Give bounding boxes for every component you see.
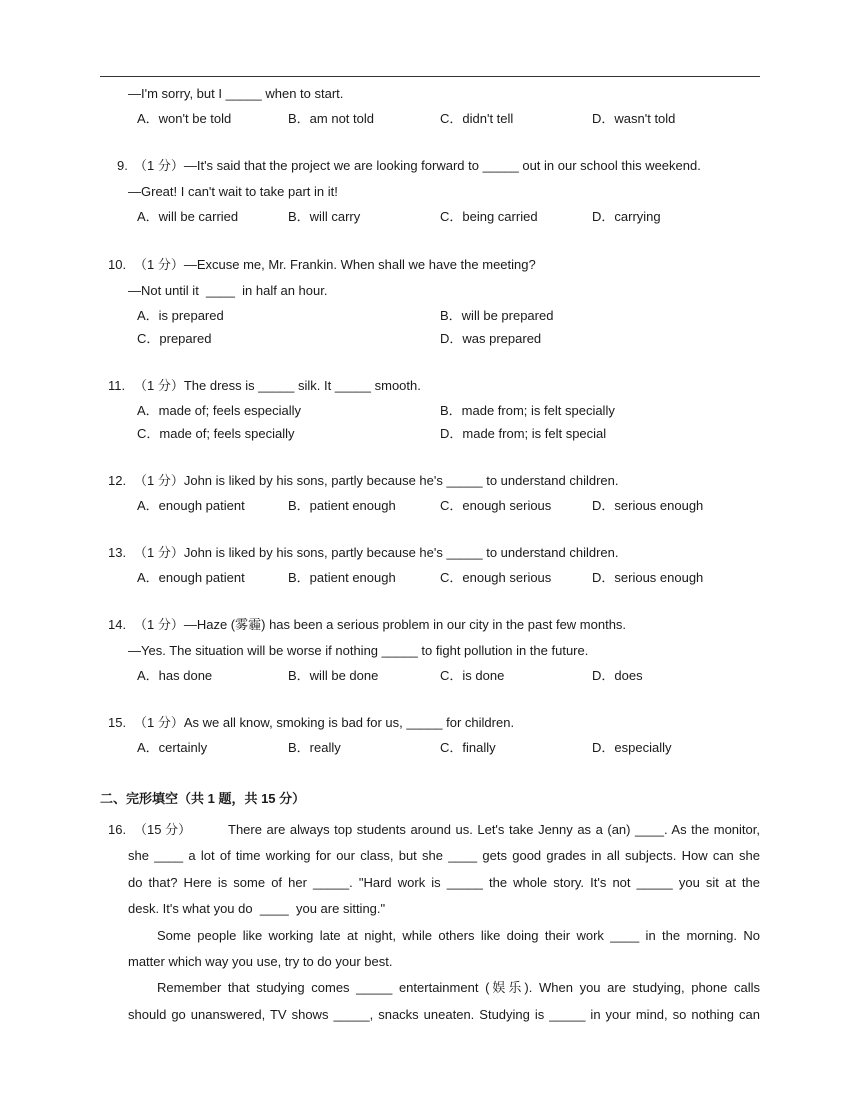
q16-number: 16. bbox=[108, 822, 127, 837]
q12-option-c[interactable]: C．enough serious bbox=[440, 498, 552, 513]
q14-stem-reply: —Yes. The situation will be worse if nothing _____ to fight pollution in the future. bbox=[128, 643, 589, 658]
q10-option-b[interactable]: B．will be prepared bbox=[440, 308, 554, 323]
q13-stem: （1 分）John is liked by his sons, partly because he's _____ to understand children. bbox=[134, 545, 619, 560]
q12-number: 12. bbox=[108, 473, 127, 488]
q12-stem: （1 分）John is liked by his sons, partly because he's _____ to understand children. bbox=[134, 473, 619, 488]
header-rule bbox=[100, 76, 760, 77]
q12-option-a[interactable]: A．enough patient bbox=[137, 498, 245, 513]
q11-option-d[interactable]: D．made from; is felt special bbox=[440, 426, 607, 441]
q15-option-d[interactable]: D．especially bbox=[592, 740, 672, 755]
q13-option-a[interactable]: A．enough patient bbox=[137, 570, 245, 585]
q13-number: 13. bbox=[108, 545, 127, 560]
q14-option-a[interactable]: A．has done bbox=[137, 668, 213, 683]
q16-passage-line-4: desk. It's what you do ____ you are sitting." bbox=[128, 901, 386, 916]
q15-number: 15. bbox=[108, 715, 127, 730]
q9-option-c[interactable]: C．being carried bbox=[440, 209, 538, 224]
q14-number: 14. bbox=[108, 617, 127, 632]
q14-stem: （1 分）—Haze (雾霾) has been a serious problem in our city in the past few months. bbox=[134, 617, 627, 632]
q11-number: 11. bbox=[108, 378, 126, 393]
q12-option-b[interactable]: B．patient enough bbox=[288, 498, 396, 513]
q16-passage-line-1: There are always top students around us. Let's take Jenny as a (an) ____. As the monitor, bbox=[228, 822, 760, 837]
q10-number: 10. bbox=[108, 257, 127, 272]
q8-option-c[interactable]: C．didn't tell bbox=[440, 111, 514, 126]
q16-passage-line-5: Some people like working late at night, while others like doing their work ____ in the morning. No bbox=[157, 928, 760, 943]
q16-passage-line-8: should go unanswered, TV shows _____, snacks uneaten. Studying is _____ in your mind, so nothing can bbox=[128, 1007, 760, 1022]
q13-option-d[interactable]: D．serious enough bbox=[592, 570, 704, 585]
q8-option-b[interactable]: B．am not told bbox=[288, 111, 374, 126]
section-title-cloze: 二、完形填空（共 1 题，共 15 分） bbox=[100, 791, 306, 806]
q11-option-b[interactable]: B．made from; is felt specially bbox=[440, 403, 615, 418]
q10-option-c[interactable]: C．prepared bbox=[137, 331, 212, 346]
q10-option-d[interactable]: D．was prepared bbox=[440, 331, 542, 346]
q14-option-c[interactable]: C．is done bbox=[440, 668, 505, 683]
q10-stem-reply: —Not until it ____ in half an hour. bbox=[128, 283, 328, 298]
q15-stem: （1 分）As we all know, smoking is bad for us, _____ for children. bbox=[134, 715, 515, 730]
q16-passage-line-7: Remember that studying comes _____ entertainment (娱乐). When you are studying, phone calls bbox=[157, 980, 760, 995]
q9-option-b[interactable]: B．will carry bbox=[288, 209, 361, 224]
q15-option-b[interactable]: B．really bbox=[288, 740, 341, 755]
q14-option-d[interactable]: D．does bbox=[592, 668, 643, 683]
q16-passage-line-6: matter which way you use, try to do your best. bbox=[128, 954, 393, 969]
q15-option-a[interactable]: A．certainly bbox=[137, 740, 208, 755]
q10-stem: （1 分）—Excuse me, Mr. Frankin. When shall we have the meeting? bbox=[134, 257, 536, 272]
q13-option-b[interactable]: B．patient enough bbox=[288, 570, 396, 585]
q16-passage-line-2: she ____ a lot of time working for our class, but she ____ gets good grades in all subjects. How can she bbox=[128, 848, 760, 863]
q9-number: 9. bbox=[117, 158, 128, 173]
q9-option-a[interactable]: A．will be carried bbox=[137, 209, 239, 224]
q16-score: （15 分） bbox=[134, 822, 192, 837]
q15-option-c[interactable]: C．finally bbox=[440, 740, 496, 755]
q9-option-d[interactable]: D．carrying bbox=[592, 209, 661, 224]
q8-option-d[interactable]: D．wasn't told bbox=[592, 111, 676, 126]
q14-option-b[interactable]: B．will be done bbox=[288, 668, 379, 683]
q11-stem: （1 分）The dress is _____ silk. It _____ smooth. bbox=[134, 378, 421, 393]
q11-option-c[interactable]: C．made of; feels specially bbox=[137, 426, 295, 441]
q13-option-c[interactable]: C．enough serious bbox=[440, 570, 552, 585]
q8-option-a[interactable]: A．won't be told bbox=[137, 111, 232, 126]
q12-option-d[interactable]: D．serious enough bbox=[592, 498, 704, 513]
q8-stem-reply: —I'm sorry, but I _____ when to start. bbox=[128, 86, 344, 101]
q16-passage-line-3: do that? Here is some of her _____. "Hard work is _____ the whole story. It's not _____ you sit at the bbox=[128, 875, 760, 890]
q9-stem-reply: —Great! I can't wait to take part in it! bbox=[128, 184, 338, 199]
q9-stem: （1 分）—It's said that the project we are looking forward to _____ out in our school this weekend. bbox=[134, 158, 701, 173]
q10-option-a[interactable]: A．is prepared bbox=[137, 308, 224, 323]
q11-option-a[interactable]: A．made of; feels especially bbox=[137, 403, 302, 418]
